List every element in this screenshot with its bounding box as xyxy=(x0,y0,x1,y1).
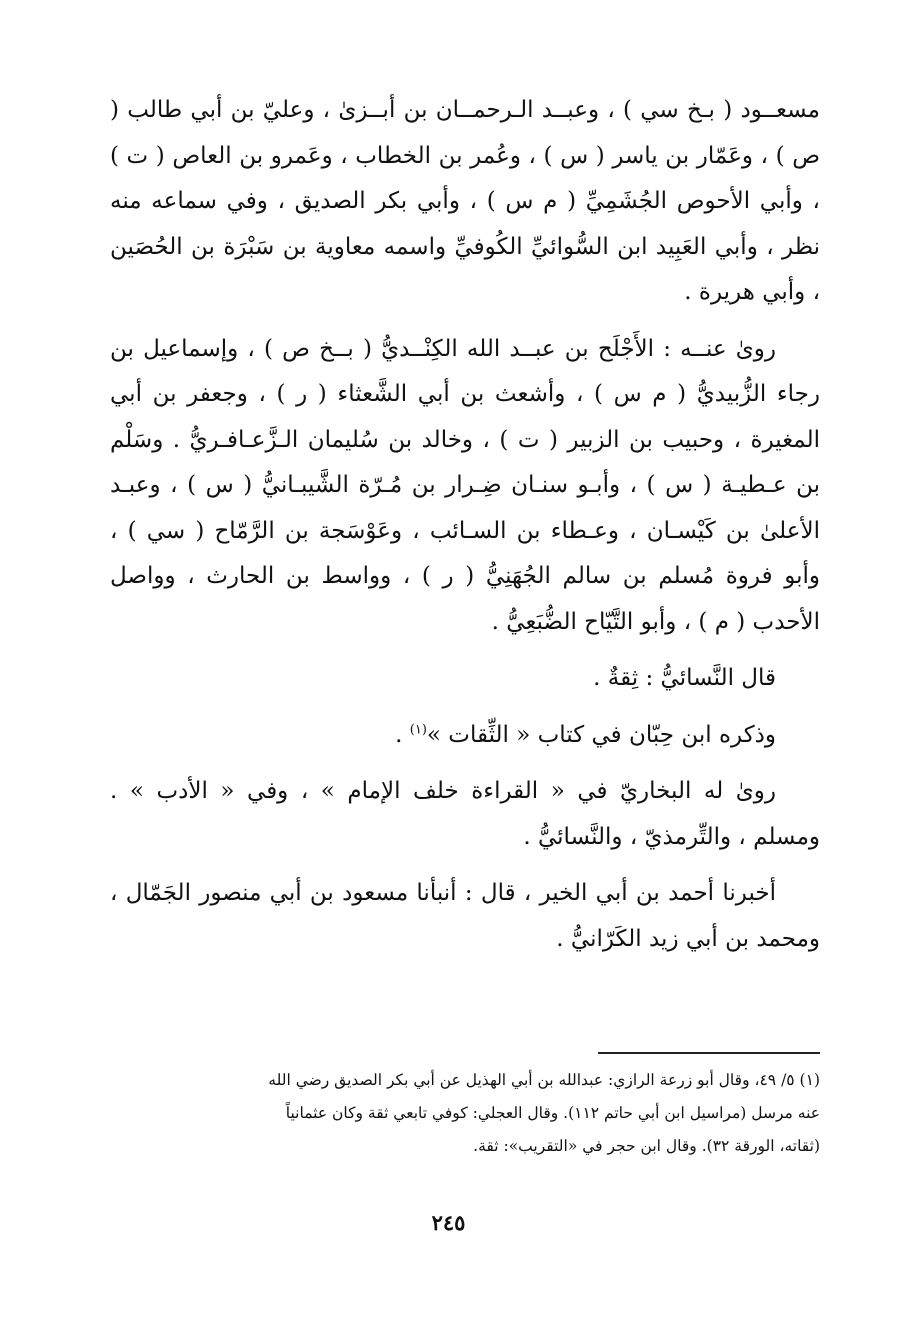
page-number: ٢٤٥ xyxy=(431,1210,466,1235)
paragraph-teachers: مسعــود ( بـخ سي ) ، وعبــد الـرحمــان بن أبــزىٰ ، وعليّ بن أبي طالب ( ص ) ، وعَمّار بن ياسر ( س ) ، وعُمر بن الخطاب ، وعَمرو بن العاص ( ت ) ، وأبي الأحوص الجُشَمِيِّ ( م س ) ، وأبي بكر الصديق ، وفي سماعه منه نظر ، وأبي العَبِيد ابن السُّوائيِّ الكُوفيِّ واسمه معاوية بن سَبْرَة بن الحُصَين ، وأبي هريرة . xyxy=(110,97,820,305)
paragraph-ibn-hibban xyxy=(110,713,820,759)
paragraph-narrators: روىٰ عنــه : الأَجْلَح بن عبــد الله الكِنْــديُّ ( بــخ ص ) ، وإسماعيل بن رجاء الزُّبيديُّ ( م س ) ، وأشعث بن أبي الشَّعثاء ( ر ) ، وجعفر بن أبي المغيرة ، وحبيب بن الزبير ( ت ) ، وخالد بن سُليمان الـزَّعـافـريُّ . وسَلْم بن عـطيـة ( س ) ، وأبـو سنـان ضِـرار بن مُـرّة الشَّيبـانيُّ ( س ) ، وعبـد الأعلىٰ بن كَيْسـان ، وعـطاء بن السـائب ، وعَوْسَجة بن الرَّمّاح ( سي ) ، وأبو فروة مُسلم بن سالم الجُهَنِيُّ ( ر ) ، وواسط بن الحارث ، وواصل الأحدب ( م ) ، وأبو التَّيّاح الضُّبَعِيُّ . xyxy=(110,335,820,635)
footnote-divider xyxy=(598,1052,820,1054)
ibn-hibban-end: . xyxy=(395,721,410,748)
paragraph-narrated-by: روىٰ له البخاريّ في « القراءة خلف الإمام » ، وفي « الأدب » . ومسلم ، والتِّرمذيّ ، والنَّسائيُّ . xyxy=(110,778,820,850)
paragraph-isnad: أخبرنا أحمد بن أبي الخير ، قال : أنبأنا مسعود بن أبي منصور الجَمّال ، ومحمد بن أبي زيد الكَرّانيُّ . xyxy=(110,880,820,952)
footnotes xyxy=(95,1064,820,1163)
ibn-hibban-text: وذكره ابن حِبّان في كتاب « الثِّقات » xyxy=(426,721,776,748)
paragraph-nasai-grading: قال النَّسائيُّ : ثِقةٌ . xyxy=(593,665,776,691)
main-text xyxy=(110,88,820,973)
footnote-reference[interactable]: (١) xyxy=(409,721,427,737)
footnote-line: (١) ٥/ ٤٩، وقال أبو زرعة الرازي: عبدالله بن أبي الهذيل عن أبي بكر الصديق رضي الله xyxy=(268,1071,820,1089)
footnote-line: (ثقاته، الورقة ٣٢). وقال ابن حجر في «التقريب»: ثقة. xyxy=(473,1137,820,1155)
footnote-line: عنه مرسل (مراسيل ابن أبي حاتم ١١٢). وقال العجلي: كوفي تابعي ثقة وكان عثمانياً xyxy=(285,1104,820,1122)
